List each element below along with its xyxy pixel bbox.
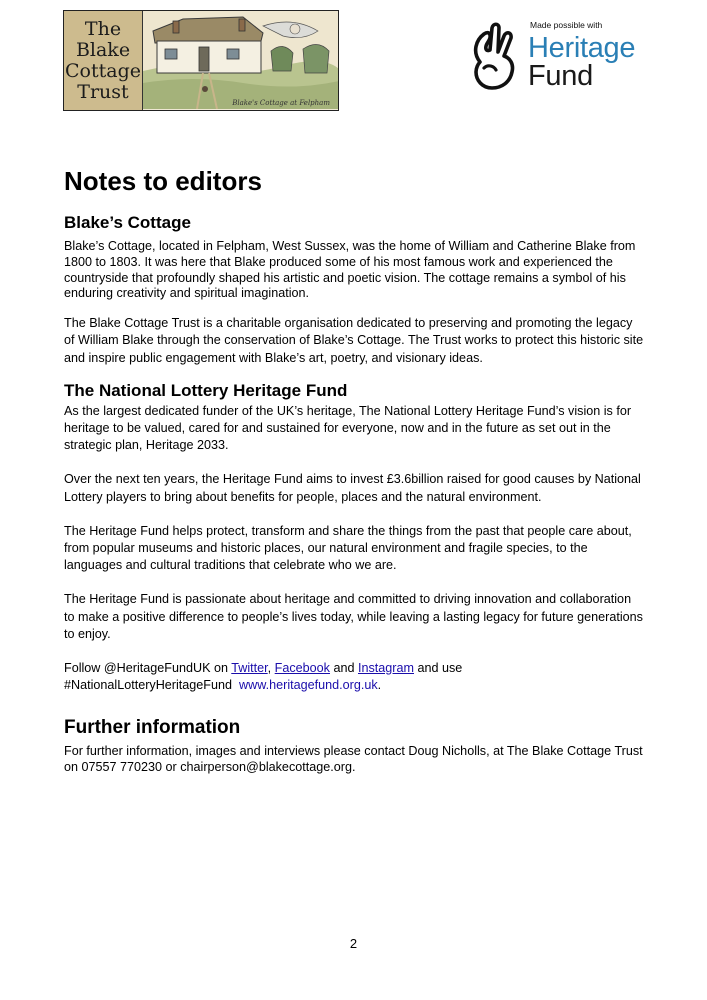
fund-wordmark: Fund (528, 60, 593, 92)
trust-logo-line: The (84, 17, 122, 40)
illustration-caption: Blake's Cottage at Felpham (232, 99, 330, 107)
section-heading-lottery: The National Lottery Heritage Fund (64, 380, 348, 400)
cottage-drawing-icon (143, 11, 338, 109)
section-heading-further: Further information (64, 717, 241, 739)
page-title: Notes to editors (64, 166, 262, 196)
page-number: 2 (349, 936, 358, 951)
made-possible-text: Made possible with (530, 20, 603, 30)
cottage-illustration (143, 11, 338, 110)
heritage-wordmark: Heritage (528, 32, 636, 64)
follow-separator: and (329, 661, 358, 676)
lottery-paragraph-4: The Heritage Fund is passionate about heritage and committed to driving innovation and collaboration to make a positive difference to people’s lives today, while leaving a lasting legacy for future generations to enjoy. (64, 592, 643, 641)
trust-logo-line: Trust (77, 80, 129, 103)
cottage-paragraph-2: The Blake Cottage Trust is a charitable organisation dedicated to preserving and promoting the legacy of William Blake through the conservation of Blake’s Cottage. The Trust works to protect this historic site and inspire public engagement with Blake’s art, poetry, and visionary ideas. (64, 316, 644, 365)
facebook-link[interactable]: Facebook (274, 661, 330, 676)
twitter-link[interactable]: Twitter (231, 661, 268, 676)
section-heading-cottage: Blake’s Cottage (64, 213, 191, 232)
follow-separator: , (267, 661, 275, 676)
document-body (64, 164, 644, 776)
trust-logo-line: Blake (75, 38, 131, 61)
heritage-fund-logo (462, 16, 662, 96)
follow-suffix: and use (414, 661, 463, 676)
instagram-link[interactable]: Instagram (358, 661, 414, 676)
follow-paragraph (64, 660, 644, 694)
lottery-paragraph-3: The Heritage Fund helps protect, transform and share the things from the past that people care about, from popular museums and historic places, our natural environment and fragile species, to the languages and cultural traditions that celebrate who we are. (64, 523, 632, 573)
crossed-fingers-icon (462, 22, 522, 92)
lottery-paragraph-2: Over the next ten years, the Heritage Fund aims to invest £3.6billion raised for good causes by National Lottery players to bring about benefits for people, places and the natural environment. (64, 472, 641, 504)
follow-end: . (377, 678, 382, 693)
lottery-paragraph-1: As the largest dedicated funder of the UK’s heritage, The National Lottery Heritage Fund’s vision is for heritage to be valued, cared for and sustained for everyone, now and in the future as set out in the strategic plan, Heritage 2033. (64, 403, 632, 453)
cottage-paragraph-1: Blake’s Cottage, located in Felpham, West Sussex, was the home of William and Catherine Blake from 1800 to 1803. It was here that Blake produced some of his most famous work and experienced the countryside that profoundly shaped his artistic and poetic vision. The cottage remains a symbol of his enduring creativity and spiritual imagination. (64, 239, 636, 301)
hashtag-text: #NationalLotteryHeritageFund (64, 678, 233, 693)
trust-logo-line: Cottage (65, 59, 141, 82)
heritagefund-website-link[interactable]: www.heritagefund.org.uk (239, 678, 378, 693)
blake-cottage-trust-logo (63, 10, 339, 111)
further-paragraph: For further information, images and interviews please contact Doug Nicholls, at The Blake Cottage Trust on 07557 770230 or chairperson@blakecottage.org. (64, 744, 643, 775)
trust-logo-wordmark (64, 11, 143, 110)
follow-prefix: Follow @HeritageFundUK on (64, 661, 232, 676)
